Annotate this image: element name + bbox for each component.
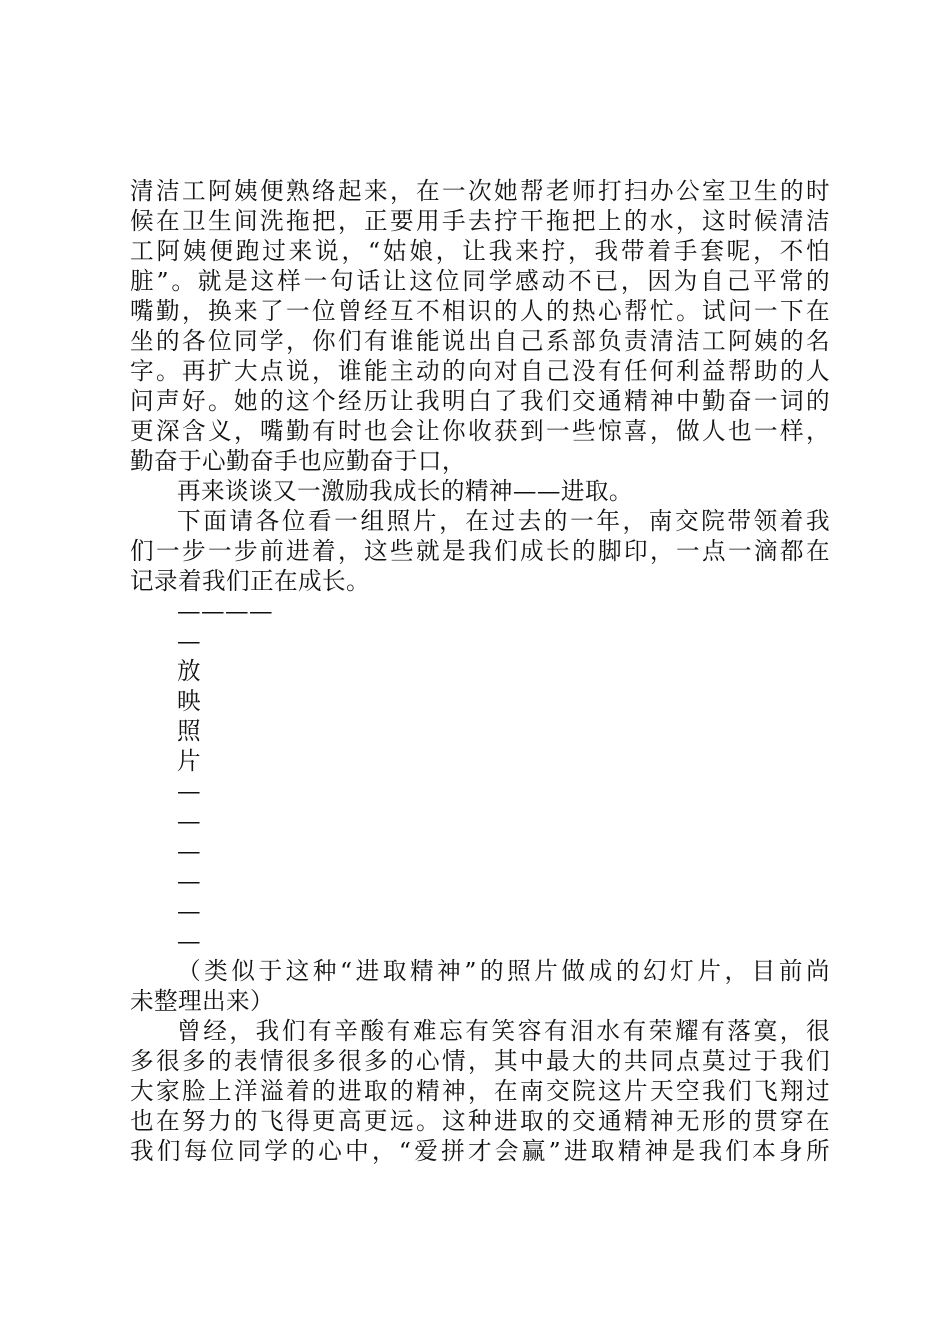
marker-line: 放 bbox=[177, 657, 201, 685]
paragraph-progress-spirit bbox=[130, 1016, 830, 1166]
text-line: （类似于这种“进取精神”的照片做成的幻灯片，目前尚 bbox=[177, 957, 830, 985]
text-line: 们一步一步前进着，这些就是我们成长的脚印，一点一滴都在 bbox=[130, 537, 830, 565]
text-line: 大家脸上洋溢着的进取的精神，在南交院这片天空我们飞翔过 bbox=[130, 1077, 830, 1105]
text-line: 记录着我们正在成长。 bbox=[130, 567, 370, 595]
text-line: 字。再扩大点说，谁能主动的向对自己没有任何利益帮助的人 bbox=[130, 357, 830, 385]
text-line: 曾经，我们有辛酸有难忘有笑容有泪水有荣耀有落寞，很 bbox=[177, 1017, 830, 1045]
marker-line: 片 bbox=[177, 747, 201, 775]
text-line: 多很多的表情很多很多的心情，其中最大的共同点莫过于我们 bbox=[130, 1047, 830, 1075]
marker-line: ———— bbox=[177, 597, 273, 625]
text-line: 勤奋于心勤奋手也应勤奋于口， bbox=[130, 447, 466, 475]
marker-line: — bbox=[177, 867, 201, 895]
text-line: 坐的各位同学，你们有谁能说出自己系部负责清洁工阿姨的名 bbox=[130, 327, 830, 355]
text-line: 我们每位同学的心中，“爱拼才会赢”进取精神是我们本身所 bbox=[130, 1137, 830, 1165]
marker-line: — bbox=[177, 897, 201, 925]
text-line: 未整理出来） bbox=[130, 987, 274, 1015]
text-line: 下面请各位看一组照片，在过去的一年，南交院带领着我 bbox=[177, 507, 830, 535]
text-line: 嘴勤，换来了一位曾经互不相识的人的热心帮忙。试问一下在 bbox=[130, 297, 830, 325]
text-line: 也在努力的飞得更高更远。这种进取的交通精神无形的贯穿在 bbox=[130, 1107, 830, 1135]
text-line: 更深含义，嘴勤有时也会让你收获到一些惊喜，做人也一样， bbox=[130, 417, 830, 445]
text-line: 清洁工阿姨便熟络起来，在一次她帮老师打扫办公室卫生的时 bbox=[130, 177, 830, 205]
marker-line: 照 bbox=[177, 717, 201, 745]
text-line: 脏”。就是这样一句话让这位同学感动不已，因为自己平常的 bbox=[130, 267, 830, 295]
text-line: 工阿姨便跑过来说，“姑娘，让我来拧，我带着手套呢，不怕 bbox=[130, 237, 830, 265]
photo-slideshow-marker bbox=[130, 596, 830, 956]
marker-line: — bbox=[177, 627, 201, 655]
document-body bbox=[130, 176, 830, 1166]
marker-line: 映 bbox=[177, 687, 201, 715]
paragraph-progress-intro bbox=[130, 476, 830, 506]
paragraph-slideshow-note bbox=[130, 956, 830, 1016]
paragraph-cleaner-story bbox=[130, 176, 830, 476]
marker-line: — bbox=[177, 837, 201, 865]
marker-line: — bbox=[177, 927, 201, 955]
marker-line: — bbox=[177, 807, 201, 835]
text-line: 问声好。她的这个经历让我明白了我们交通精神中勤奋一词的 bbox=[130, 387, 830, 415]
text-line: 再来谈谈又一激励我成长的精神——进取。 bbox=[177, 477, 633, 505]
paragraph-photos-intro bbox=[130, 506, 830, 596]
marker-line: — bbox=[177, 777, 201, 805]
text-line: 候在卫生间洗拖把，正要用手去拧干拖把上的水，这时候清洁 bbox=[130, 207, 830, 235]
